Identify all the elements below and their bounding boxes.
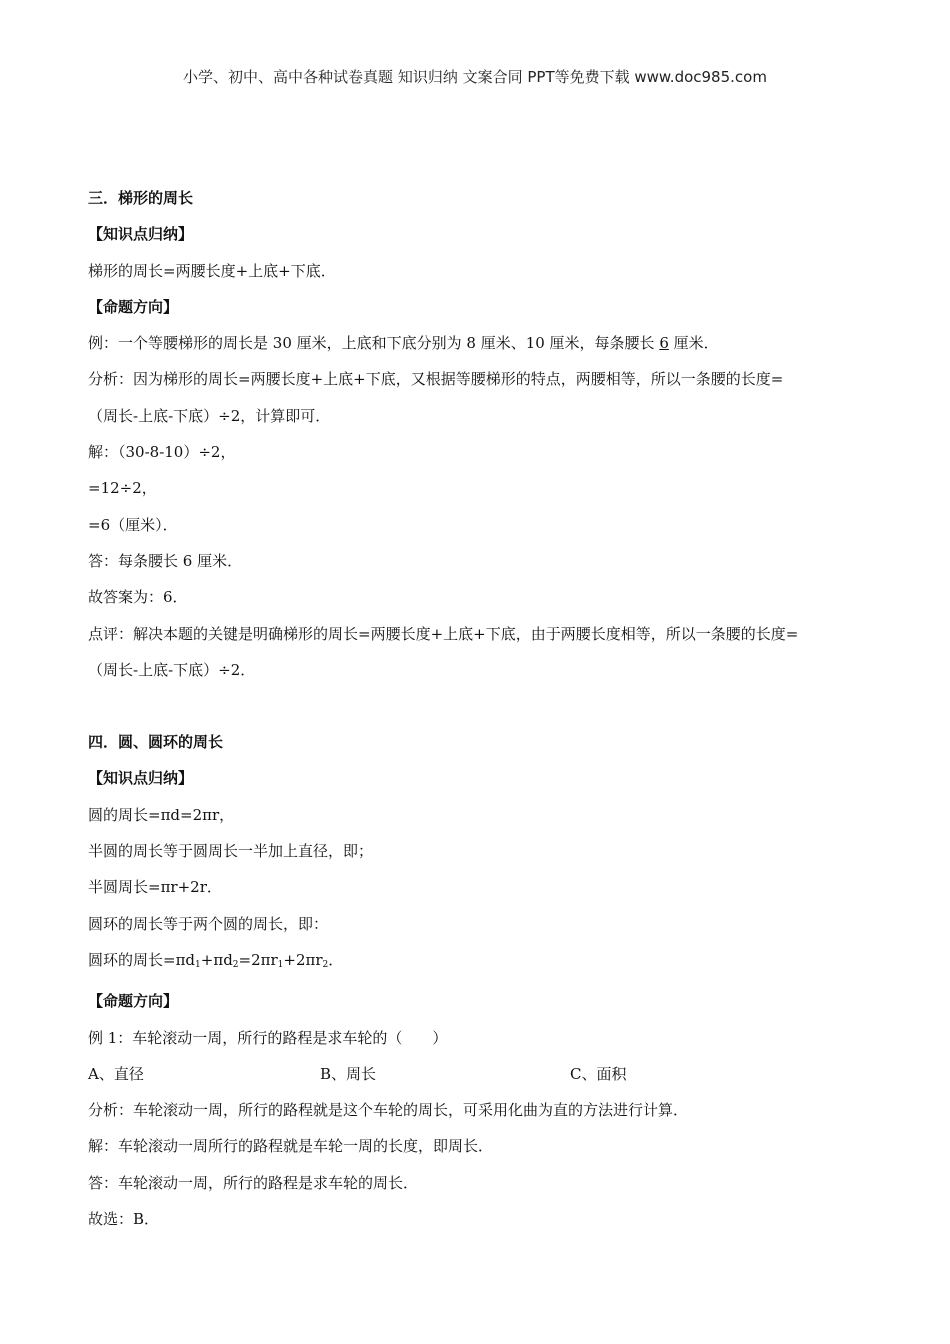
answer-line: 答：每条腰长 6 厘米． bbox=[88, 551, 243, 570]
formula-part: +2πr bbox=[283, 950, 323, 969]
direction-tag: 【命题方向】 bbox=[88, 297, 179, 316]
formula-part: ． bbox=[328, 950, 344, 969]
formula-subscript: 1 bbox=[277, 959, 284, 970]
section-title: 四．圆、圆环的周长 bbox=[88, 733, 224, 752]
formula-part: =2πr bbox=[238, 950, 278, 969]
formula-subscript: 1 bbox=[195, 959, 201, 970]
option-c: C、面积 bbox=[570, 1064, 627, 1083]
comment-line-1: 点评：解决本题的关键是明确梯形的周长=两腰长度+上底+下底，由于两腰长度相等，所以一条腰的长度= bbox=[88, 624, 799, 643]
option-b: B、周长 bbox=[320, 1064, 377, 1083]
example-text bbox=[88, 325, 878, 361]
knowledge-line-2: 半圆的周长等于圆周长一半加上直径，即； bbox=[88, 842, 374, 861]
final-answer: 故选：B． bbox=[88, 1210, 160, 1229]
final-answer: 故答案为：6． bbox=[88, 588, 188, 607]
page-header: 小学、初中、高中各种试卷真题 知识归纳 文案合同 PPT等免费下载 www.doc985.com bbox=[183, 68, 767, 86]
example-pre: 例：一个等腰梯形的周长是 30 厘米，上底和下底分别为 8 厘米、10 厘米，每条腰长 bbox=[88, 334, 660, 353]
knowledge-line-3: 半圆周长=πr+2r． bbox=[88, 878, 222, 897]
analysis-line-2: （周长-上底-下底）÷2，计算即可． bbox=[88, 406, 331, 425]
knowledge-tag: 【知识点归纳】 bbox=[88, 769, 194, 788]
example-blank: 6 bbox=[659, 334, 669, 353]
solution-line-2: =12÷2， bbox=[88, 479, 157, 498]
solution-line: 解：车轮滚动一周所行的路程就是车轮一周的长度，即周长． bbox=[88, 1137, 494, 1156]
section-title: 三．梯形的周长 bbox=[88, 189, 194, 207]
answer-line: 答：车轮滚动一周，所行的路程是求车轮的周长． bbox=[88, 1173, 419, 1192]
direction-tag: 【命题方向】 bbox=[88, 992, 179, 1011]
example-text: 例 1：车轮滚动一周，所行的路程是求车轮的（ ） bbox=[88, 1028, 448, 1047]
comment-line-2: （周长-上底-下底）÷2． bbox=[88, 660, 256, 679]
knowledge-line-4: 圆环的周长等于两个圆的周长，即： bbox=[88, 914, 329, 933]
knowledge-text: 梯形的周长=两腰长度+上底+下底． bbox=[88, 261, 336, 280]
solution-line-1: 解：（30-8-10）÷2， bbox=[88, 443, 236, 462]
formula-subscript: 2 bbox=[232, 959, 239, 970]
analysis-line-1: 分析：因为梯形的周长=两腰长度+上底+下底，又根据等腰梯形的特点，两腰相等，所以一条腰的长度= bbox=[88, 370, 784, 389]
knowledge-line-5 bbox=[88, 942, 878, 983]
knowledge-tag: 【知识点归纳】 bbox=[88, 225, 194, 244]
knowledge-line-1: 圆的周长=πd=2πr， bbox=[88, 805, 235, 824]
formula-part: +πd bbox=[200, 950, 233, 969]
options-row bbox=[88, 1056, 878, 1092]
formula-part: 圆环的周长=πd bbox=[88, 950, 196, 969]
analysis-line: 分析：车轮滚动一周，所行的路程就是这个车轮的周长，可采用化曲为直的方法进行计算． bbox=[88, 1101, 689, 1120]
example-post: 厘米． bbox=[668, 334, 719, 353]
document-body bbox=[88, 180, 878, 1237]
formula-subscript: 2 bbox=[322, 959, 329, 970]
section-gap bbox=[88, 688, 878, 724]
option-a: A、直径 bbox=[88, 1064, 144, 1083]
solution-line-3: =6（厘米）． bbox=[88, 515, 178, 534]
